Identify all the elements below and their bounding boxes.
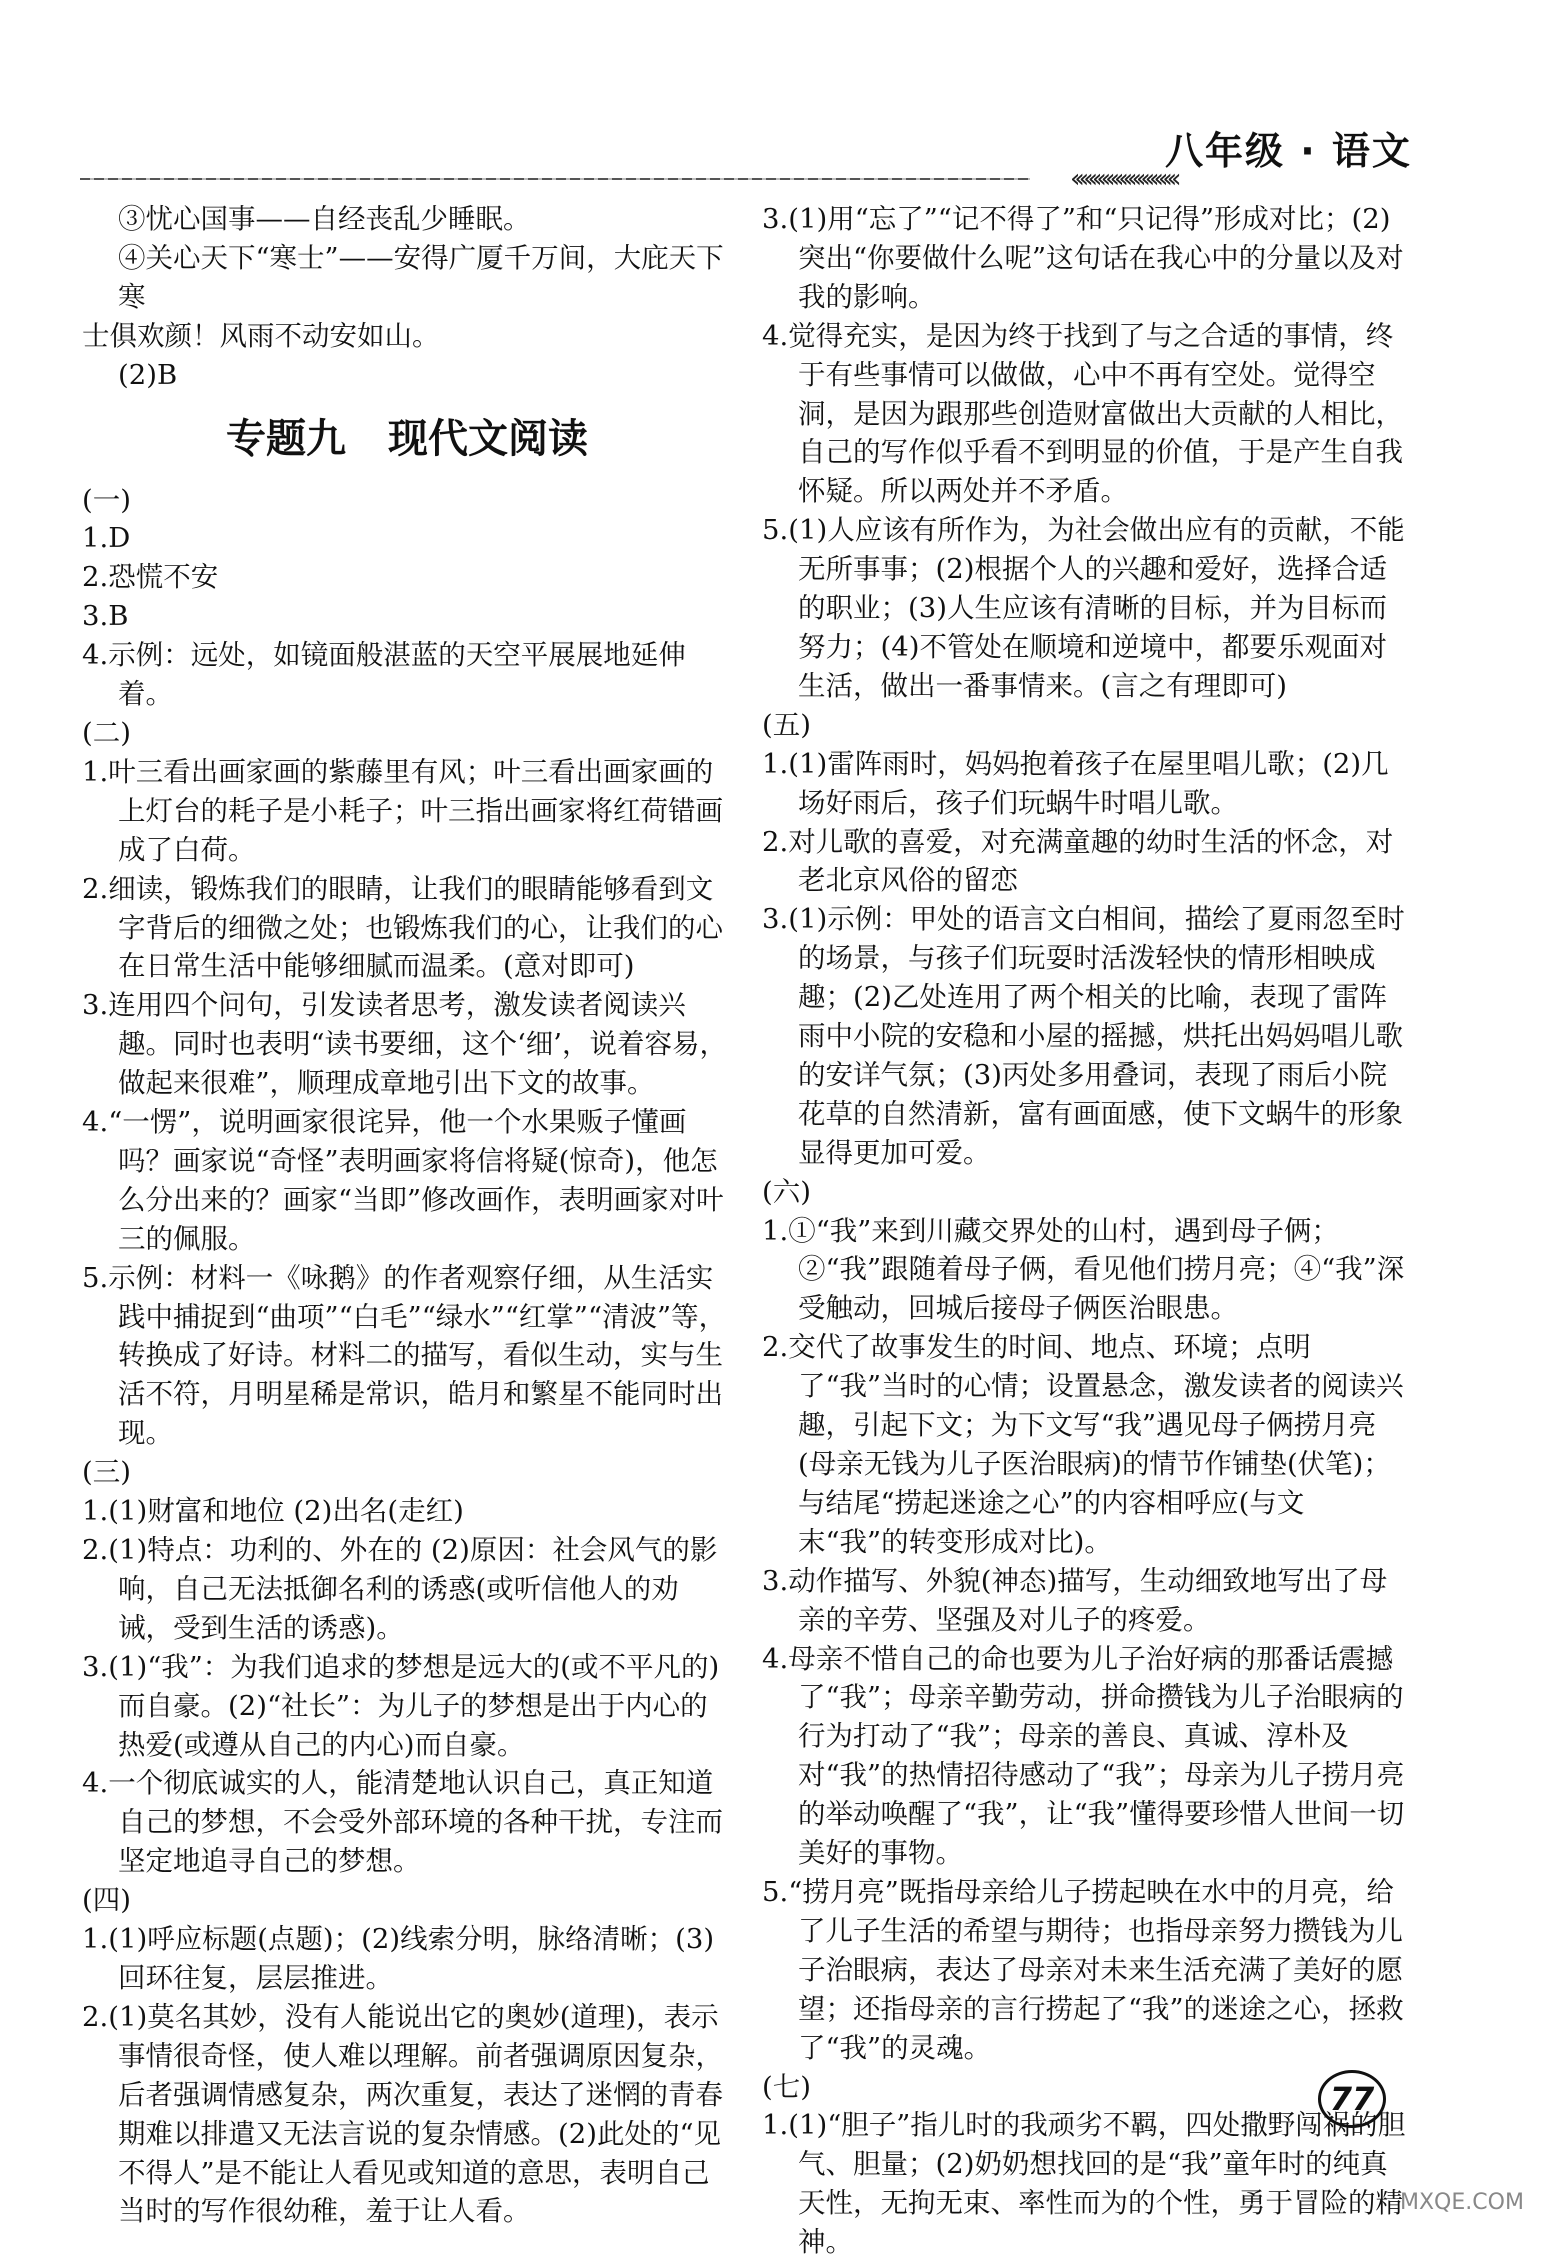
text-line: (七) [762, 2070, 811, 2103]
text-line: ③忧心国事——自经丧乱少睡眠。 [118, 203, 531, 235]
header-divider [80, 164, 1390, 194]
answer-item: 3.B [82, 600, 129, 633]
text-line: (二) [82, 716, 131, 749]
answer-item: 4.觉得充实，是因为终于找到了与之合适的事情，终于有些事情可以做做，心中不再有空处。觉得空洞，是因为跟那些创造财富做出大贡献的人相比，自己的写作似乎看不到明显的价值，于是产生自我怀疑。所以两处并不矛盾。 [762, 319, 1403, 508]
text-line: ④关心天下“寒士”——安得广厦千万间，大庇天下寒 [118, 241, 724, 313]
text-line: 士俱欢颜！风雨不动安如山。 [82, 319, 440, 352]
answer-item: 3.(1)用“忘了”“记不得了”和“只记得”形成对比；(2)突出“你要做什么呢”这句话在我心中的分量以及对我的影响。 [762, 203, 1404, 313]
answer-item: 2.恐慌不安 [82, 561, 219, 594]
right-column [762, 200, 1414, 2262]
answer-item: 1.(1)财富和地位 (2)出名(走红) [82, 1495, 464, 1528]
text-line: (三) [82, 1456, 131, 1489]
watermark: MXQE.COM [1400, 2190, 1524, 2215]
text-line: (六) [762, 1175, 811, 1208]
text-line: (四) [82, 1884, 131, 1917]
answer-item: 1.叶三看出画家画的紫藤里有风；叶三看出画家画的上灯台的耗子是小耗子；叶三指出画家将红荷错画成了白荷。 [82, 755, 723, 866]
answer-item: 2.(1)莫名其妙，没有人能说出它的奥妙(道理)，表示事情很奇怪，使人难以理解。前者强调原因复杂，后者强调情感复杂，两次重复，表达了迷惘的青春期难以排遣又无法言说的复杂情感。(2)此处的“见不得人”是不能让人看见或知道的意思，表明自己当时的写作很幼稚，羞于让人看。 [82, 2000, 723, 2228]
answer-item: 3.(1)示例：甲处的语言文白相间，描绘了夏雨忽至时的场景，与孩子们玩耍时活泼轻快的情形相映成趣；(2)乙处连用了两个相关的比喻，表现了雷阵雨中小院的安稳和小屋的摇撼，烘托出妈妈唱儿歌的安详气氛；(3)丙处多用叠词，表现了雨后小院花草的自然清新，富有画面感，使下文蜗牛的形象显得更加可爱。 [762, 903, 1405, 1169]
left-column [82, 200, 732, 2231]
text-line: (一) [82, 483, 131, 516]
answer-item: 4.“一愣”，说明画家很诧异，他一个水果贩子懂画吗？画家说“奇怪”表明画家将信将疑(惊奇)，他怎么分出来的？画家“当即”修改画作，表明画家对叶三的佩服。 [82, 1106, 724, 1255]
answer-item: 5.示例：材料一《咏鹅》的作者观察仔细，从生活实践中捕捉到“曲项”“白毛”“绿水”“红掌”“清波”等，转换成了好诗。材料二的描写，看似生动，实与生活不符，月明星稀是常识，皓月和繁星不能同时出现。 [82, 1261, 727, 1450]
answer-item: 1.D [82, 522, 131, 555]
answer-item: 3.动作描写、外貌(神态)描写，生动细致地写出了母亲的辛劳、坚强及对儿子的疼爱。 [762, 1564, 1388, 1636]
page-number: 77 [1318, 2070, 1386, 2128]
answer-item: 4.母亲不惜自己的命也要为儿子治好病的那番话震撼了“我”；母亲辛勤劳动，拼命攒钱为儿子治眼病的行为打动了“我”；母亲的善良、真诚、淳朴及对“我”的热情招待感动了“我”；母亲为儿子捞月亮的举动唤醒了“我”，让“我”懂得要珍惜人世间一切美好的事物。 [762, 1642, 1405, 1870]
answer-item: 1.①“我”来到川藏交界处的山村，遇到母子俩；②“我”跟随着母子俩，看见他们捞月亮；④“我”深受触动，回城后接母子俩医治眼患。 [762, 1214, 1405, 1325]
answer-item: 4.一个彻底诚实的人，能清楚地认识自己，真正知道自己的梦想，不会受外部环境的各种干扰，专注而坚定地追寻自己的梦想。 [82, 1767, 723, 1878]
text-line: (五) [762, 708, 811, 741]
answer-item: 1.(1)“胆子”指儿时的我顽劣不羁，四处撒野闯祸的胆气、胆量；(2)奶奶想找回的是“我”童年时的纯真天性，无拘无束、率性而为的个性，勇于冒险的精神。 [762, 2109, 1406, 2259]
answer-item: 1.(1)呼应标题(点题)；(2)线索分明，脉络清晰；(3)回环往复，层层推进。 [82, 1923, 715, 1994]
header-dashed-line [80, 178, 1030, 180]
page-header-title: 八年级 · 语文 [1165, 129, 1412, 173]
chevron-decoration-icon: ‹‹‹‹‹‹‹‹‹‹‹‹‹‹‹‹‹‹‹‹‹‹‹‹ [1070, 164, 1176, 194]
answer-item: 2.交代了故事发生的时间、地点、环境；点明了“我”当时的心情；设置悬念，激发读者的阅读兴趣，引起下文；为下文写“我”遇见母子俩捞月亮(母亲无钱为儿子医治眼病)的情节作铺垫(伏笔)；与结尾“捞起迷途之心”的内容相呼应(与文末“我”的转变形成对比)。 [762, 1331, 1404, 1558]
answer-item: 3.(1)“我”：为我们追求的梦想是远大的(或不平凡的)而自豪。(2)“社长”：为儿子的梦想是出于内心的热爱(或遵从自己的内心)而自豪。 [82, 1650, 720, 1761]
answer-item: 5.“捞月亮”既指母亲给儿子捞起映在水中的月亮，给了儿子生活的希望与期待；也指母亲努力攒钱为儿子治眼病，表达了母亲对未来生活充满了美好的愿望；还指母亲的言行捞起了“我”的迷途之心，拯救了“我”的灵魂。 [762, 1875, 1404, 2064]
answer-item: 5.(1)人应该有所作为，为社会做出应有的贡献，不能无所事事；(2)根据个人的兴趣和爱好，选择合适的职业；(3)人生应该有清晰的目标，并为目标而努力；(4)不管处在顺境和逆境中，都要乐观面对生活，做出一番事情来。(言之有理即可) [762, 514, 1405, 702]
answer-item: 2.细读，锻炼我们的眼睛，让我们的眼睛能够看到文字背后的细微之处；也锻炼我们的心，让我们的心在日常生活中能够细腻而温柔。(意对即可) [82, 872, 723, 983]
answer-item: 4.示例：远处，如镜面般湛蓝的天空平展展地延伸着。 [82, 639, 686, 711]
answer-item: 2.(1)特点：功利的、外在的 (2)原因：社会风气的影响，自己无法抵御名利的诱惑(或听信他人的劝诫，受到生活的诱惑)。 [82, 1534, 718, 1644]
text-line: (2)B [118, 358, 178, 391]
answer-item: 2.对儿歌的喜爱，对充满童趣的幼时生活的怀念，对老北京风俗的留恋 [762, 825, 1394, 897]
answer-item: 1.(1)雷阵雨时，妈妈抱着孩子在屋里唱儿歌；(2)几场好雨后，孩子们玩蜗牛时唱儿歌。 [762, 747, 1389, 819]
answer-item: 3.连用四个问句，引发读者思考，激发读者阅读兴趣。同时也表明“读书要细，这个‘细’，说着容易，做起来很难”，顺理成章地引出下文的故事。 [82, 989, 728, 1100]
section-title: 专题九 现代文阅读 [226, 415, 588, 462]
